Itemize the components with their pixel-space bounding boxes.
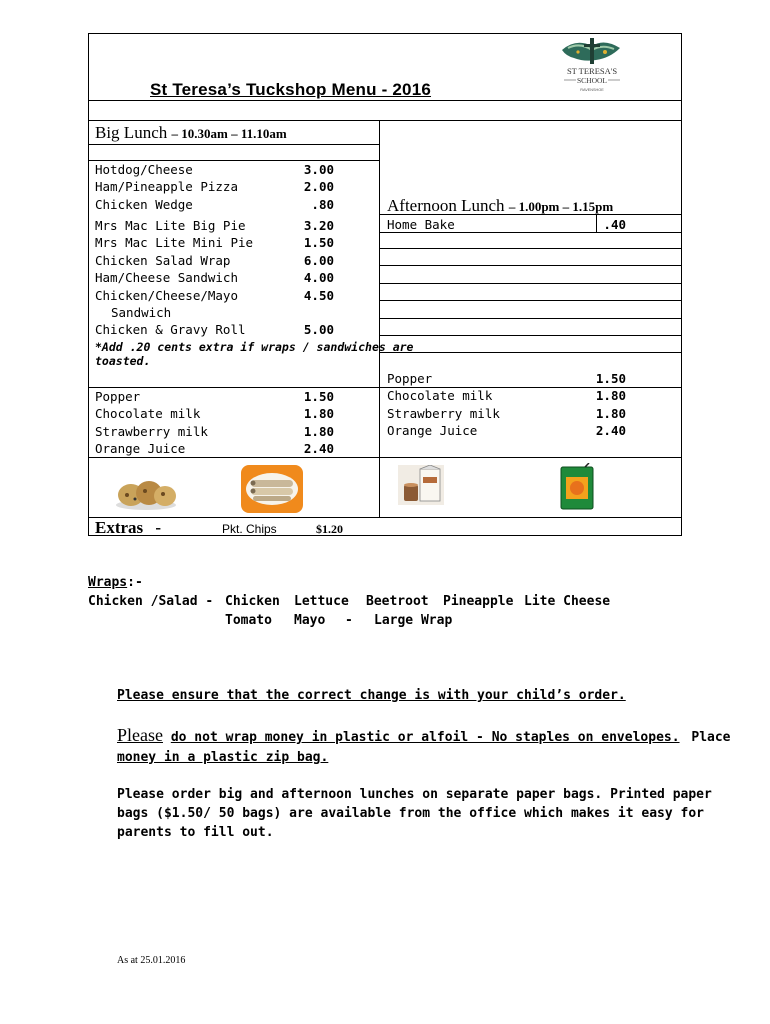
pies-icon: [115, 475, 177, 511]
pies-image: [115, 475, 177, 511]
column-divider: [379, 120, 380, 517]
money-notice-line: do not wrap money in plastic or alfoil - No staples on envelopes.: [170, 730, 680, 745]
wrap-ingredient: Beetroot: [366, 594, 429, 609]
drink-price: 2.40: [595, 423, 626, 438]
table-divider: [379, 352, 682, 353]
menu-item-price: 6.00: [303, 253, 334, 268]
extras-dash: -: [155, 518, 162, 537]
juice-box-icon: [557, 463, 597, 511]
drink-name: Chocolate milk: [387, 388, 493, 403]
drink-name: Chocolate milk: [95, 406, 201, 421]
toasted-note-line: *Add .20 cents extra if wraps / sandwiches are: [95, 340, 414, 354]
menu-item-price: 4.00: [303, 270, 334, 285]
drink-price: 1.50: [303, 389, 334, 404]
menu-item-price: 2.00: [303, 179, 334, 194]
change-notice: Please ensure that the correct change is with your child’s order.: [117, 688, 626, 703]
table-divider: [379, 283, 682, 284]
menu-item-price: 4.50: [303, 288, 334, 303]
table-divider: [88, 100, 682, 101]
afternoon-lunch-title: Afternoon Lunch: [387, 196, 505, 215]
school-crest-icon: [552, 36, 632, 100]
svg-text:RAVENSHOE: RAVENSHOE: [580, 88, 604, 92]
menu-item-name: Mrs Mac Lite Mini Pie: [95, 235, 254, 250]
menu-item-price: 5.00: [303, 322, 334, 337]
table-divider: [379, 248, 682, 249]
menu-item-price: .80: [311, 197, 334, 212]
school-logo: [552, 36, 632, 100]
drink-name: Strawberry milk: [387, 406, 500, 421]
wraps-label: Chicken /Salad -: [88, 594, 214, 609]
juice-image: [557, 463, 597, 511]
please-word: Please: [117, 725, 163, 745]
wrap-ingredient: Pineapple: [443, 594, 514, 609]
money-notice-line: money in a plastic zip bag.: [117, 750, 329, 765]
menu-item-name: Chicken Salad Wrap: [95, 253, 231, 268]
menu-item-price: 1.50: [303, 235, 334, 250]
menu-item-name: Ham/Pineapple Pizza: [95, 179, 238, 194]
extras-price: $1.20: [316, 522, 343, 536]
menu-item-name: Chicken Wedge: [95, 197, 193, 212]
extras-title: Extras: [95, 518, 144, 537]
drink-price: 1.80: [303, 406, 334, 421]
wrap-ingredient: Tomato: [225, 613, 272, 628]
menu-item-price: 3.00: [303, 162, 334, 177]
drink-price: 1.80: [595, 388, 626, 403]
drink-price: 1.80: [303, 424, 334, 439]
table-divider: [88, 144, 379, 145]
menu-item-name: Chicken & Gravy Roll: [95, 322, 246, 337]
wrap-ingredient: Mayo: [294, 613, 326, 628]
wrap-ingredient: Chicken: [225, 594, 280, 609]
big-lunch-title: Big Lunch: [95, 123, 168, 142]
toasted-note: [95, 340, 414, 368]
wrap-ingredient: Lite Cheese: [524, 594, 611, 609]
wrap-ingredient: Lettuce: [294, 594, 349, 609]
drink-price: 1.50: [595, 371, 626, 386]
wraps-image: [241, 465, 303, 513]
afternoon-lunch-heading: [387, 196, 613, 216]
menu-item-name: Chicken/Cheese/Mayo: [95, 288, 238, 303]
drink-name: Strawberry milk: [95, 424, 208, 439]
table-divider: [379, 318, 682, 319]
drink-name: Popper: [387, 371, 433, 386]
drink-name: Popper: [95, 389, 141, 404]
table-divider: [379, 300, 682, 301]
page-title: St Teresa’s Tuckshop Menu - 2016: [150, 80, 432, 99]
menu-item-price: .40: [603, 217, 626, 232]
big-lunch-heading: [95, 123, 287, 143]
milk-carton-icon: [398, 465, 444, 505]
drink-price: 1.80: [595, 406, 626, 421]
wrap-icon: [241, 465, 303, 513]
extras-item: Pkt. Chips: [222, 522, 277, 536]
drink-price: 2.40: [303, 441, 334, 456]
svg-text:ST TERESA'S: ST TERESA'S: [566, 66, 618, 76]
table-divider: [379, 265, 682, 266]
drink-name: Orange Juice: [95, 441, 186, 456]
table-divider: [88, 120, 682, 121]
revision-date: As at 25.01.2016: [117, 955, 186, 966]
table-divider: [88, 517, 682, 518]
menu-item-name: Hotdog/Cheese: [95, 162, 193, 177]
menu-item-name: Home Bake: [387, 217, 455, 232]
wrap-ingredient: Large Wrap: [374, 613, 453, 628]
milk-image: [398, 465, 444, 505]
wrap-ingredient: -: [345, 613, 353, 628]
wraps-heading: [88, 575, 143, 590]
wraps-suffix: :-: [127, 575, 143, 590]
order-notice-line: parents to fill out.: [117, 825, 274, 840]
table-divider: [379, 335, 682, 336]
toasted-note-line: toasted.: [95, 354, 151, 368]
big-lunch-time: – 10.30am – 11.10am: [171, 126, 287, 141]
menu-item-name: Ham/Cheese Sandwich: [95, 270, 238, 285]
money-notice-tail: Place: [691, 730, 731, 745]
svg-text:SCHOOL: SCHOOL: [576, 76, 608, 85]
order-notice-line: Please order big and afternoon lunches on separate paper bags. Printed paper: [117, 787, 712, 802]
extras-heading: [95, 518, 161, 538]
afternoon-lunch-time: – 1.00pm – 1.15pm: [508, 199, 614, 214]
money-notice: [117, 726, 731, 747]
order-notice-line: bags ($1.50/ 50 bags) are available from the office which makes it easy for: [117, 806, 704, 821]
menu-item-name: Sandwich: [111, 305, 172, 320]
menu-item-name: Mrs Mac Lite Big Pie: [95, 218, 246, 233]
drink-name: Orange Juice: [387, 423, 478, 438]
menu-item-price: 3.20: [303, 218, 334, 233]
wraps-title: Wraps: [88, 575, 128, 590]
